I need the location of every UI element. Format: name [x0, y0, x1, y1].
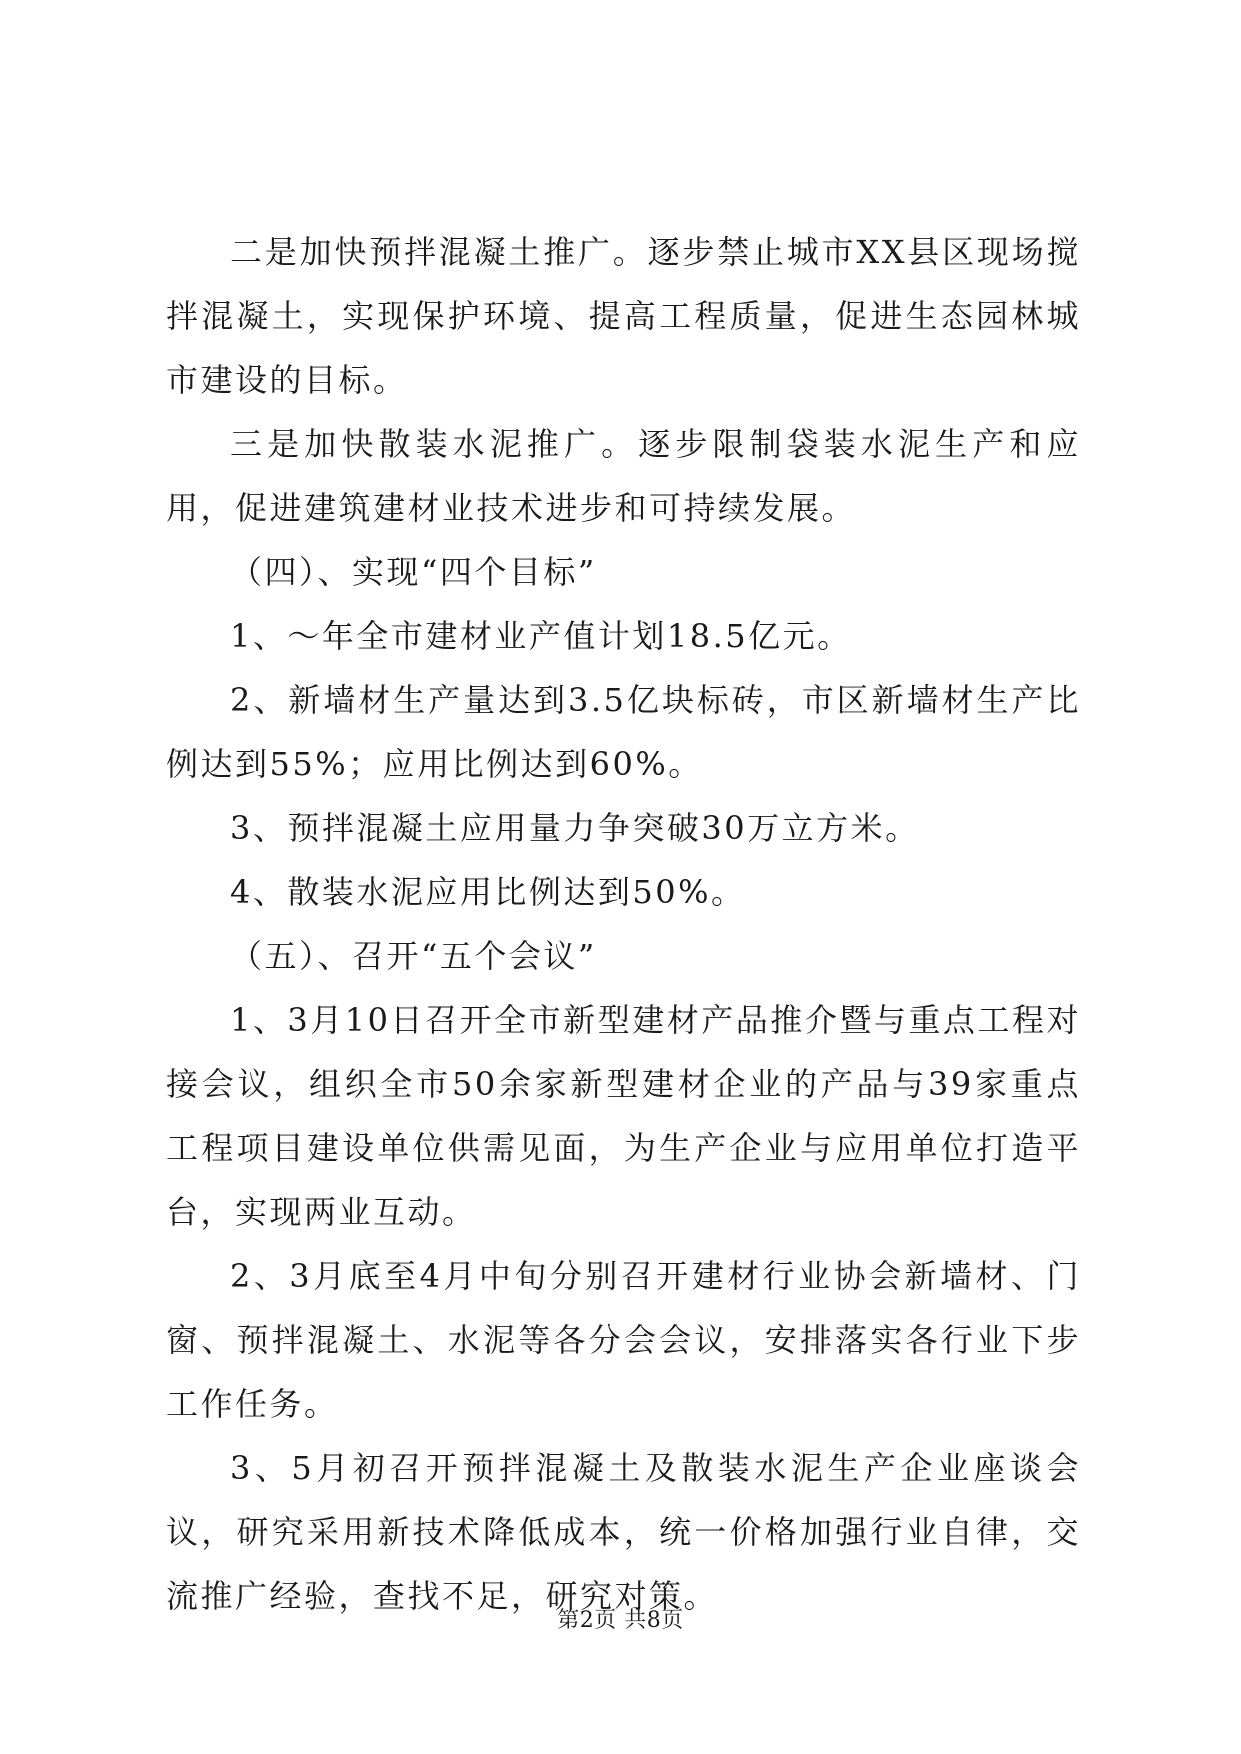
- section-heading-four-goals: （四）、实现“四个目标”: [230, 553, 597, 591]
- section-heading-five-meetings: （五）、召开“五个会议”: [230, 937, 597, 975]
- goal-item-3: 3、预拌混凝土应用量力争突破30万立方米。: [230, 809, 920, 847]
- meeting-item-1: 1、3月10日召开全市新型建材产品推介暨与重点工程对接会议，组织全市50余家新型建材企业的产品与39家重点工程项目建设单位供需见面，为生产企业与应用单位打造平台，实现两业互动。: [166, 1001, 1081, 1231]
- page-number-footer: 第2页 共8页: [557, 1608, 684, 1633]
- goal-item-4: 4、散装水泥应用比例达到50%。: [230, 873, 746, 911]
- document-body: [166, 220, 1081, 1628]
- paragraph-bulk-cement: 三是加快散装水泥推广。逐步限制袋装水泥生产和应用，促进建筑建材业技术进步和可持续发展。: [166, 425, 1081, 527]
- goal-item-1: 1、～年全市建材业产值计划18.5亿元。: [230, 617, 852, 655]
- goal-item-2: 2、新墙材生产量达到3.5亿块标砖，市区新墙材生产比例达到55%；应用比例达到60%。: [166, 681, 1081, 783]
- meeting-item-2: 2、3月底至4月中旬分别召开建材行业协会新墙材、门窗、预拌混凝土、水泥等各分会会议，安排落实各行业下步工作任务。: [166, 1257, 1081, 1423]
- paragraph-premixed-concrete: 二是加快预拌混凝土推广。逐步禁止城市XX县区现场搅拌混凝土，实现保护环境、提高工程质量，促进生态园林城市建设的目标。: [166, 233, 1081, 399]
- meeting-item-3: 3、5月初召开预拌混凝土及散装水泥生产企业座谈会议，研究采用新技术降低成本，统一价格加强行业自律，交流推广经验，查找不足，研究对策。: [166, 1449, 1081, 1615]
